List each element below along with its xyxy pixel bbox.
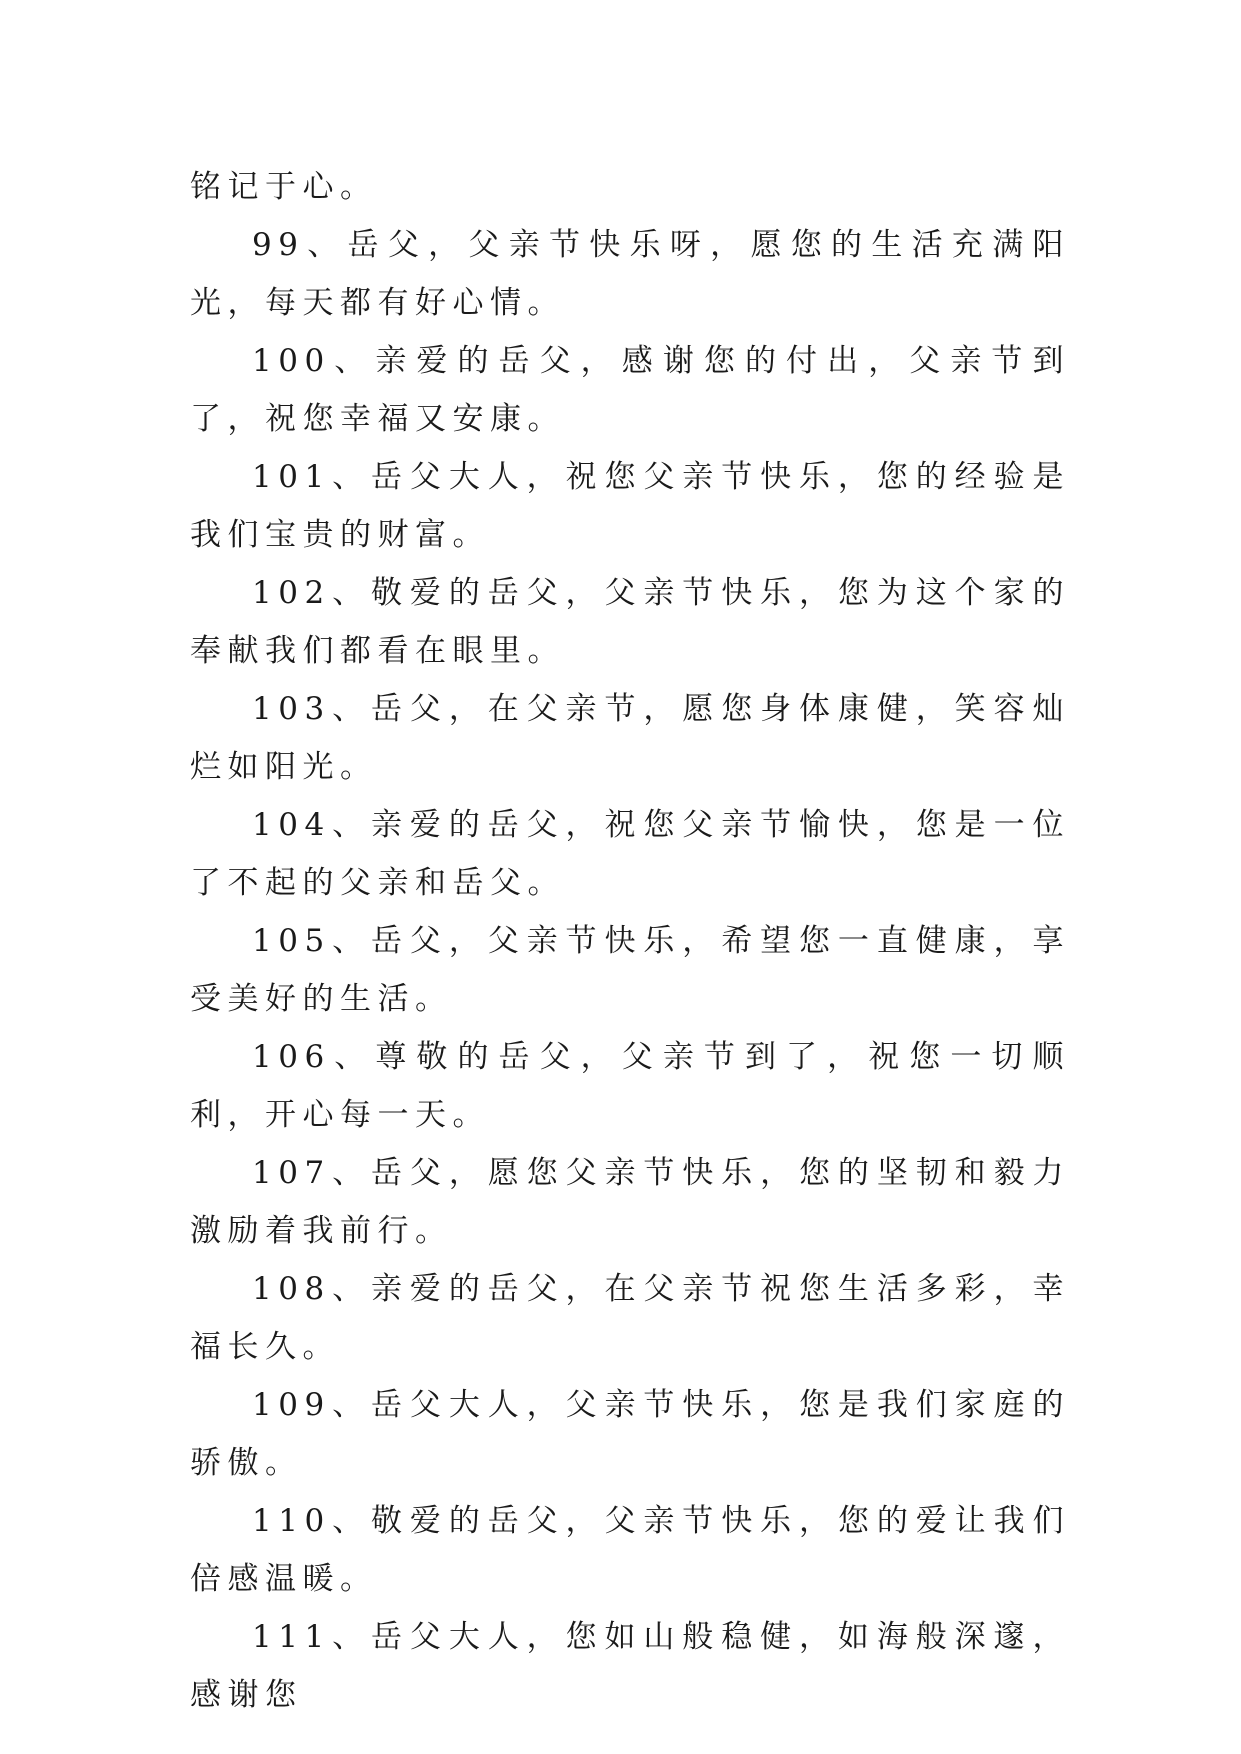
- paragraph-107: 107、岳父，愿您父亲节快乐，您的坚韧和毅力激励着我前行。: [190, 1155, 1070, 1249]
- paragraph-105: 105、岳父，父亲节快乐，希望您一直健康，享受美好的生活。: [190, 923, 1070, 1017]
- paragraph-106: 106、尊敬的岳父，父亲节到了，祝您一切顺利，开心每一天。: [190, 1039, 1070, 1133]
- paragraph-104: 104、亲爱的岳父，祝您父亲节愉快，您是一位了不起的父亲和岳父。: [190, 807, 1070, 901]
- paragraph-100: 100、亲爱的岳父，感谢您的付出，父亲节到了，祝您幸福又安康。: [190, 343, 1070, 437]
- paragraph-101: 101、岳父大人，祝您父亲节快乐，您的经验是我们宝贵的财富。: [190, 459, 1070, 553]
- paragraph-110: 110、敬爱的岳父，父亲节快乐，您的爱让我们倍感温暖。: [190, 1503, 1070, 1597]
- paragraph-108: 108、亲爱的岳父，在父亲节祝您生活多彩，幸福长久。: [190, 1271, 1070, 1365]
- paragraph-109: 109、岳父大人，父亲节快乐，您是我们家庭的骄傲。: [190, 1387, 1070, 1481]
- paragraph-continuation: 铭记于心。: [190, 169, 378, 205]
- paragraph-111: 111、岳父大人，您如山般稳健，如海般深邃，感谢您: [190, 1619, 1070, 1713]
- paragraph-102: 102、敬爱的岳父，父亲节快乐，您为这个家的奉献我们都看在眼里。: [190, 575, 1070, 669]
- paragraph-103: 103、岳父，在父亲节，愿您身体康健，笑容灿烂如阳光。: [190, 691, 1070, 785]
- document-body: [190, 158, 1070, 1724]
- paragraph-99: 99、岳父，父亲节快乐呀，愿您的生活充满阳光，每天都有好心情。: [190, 227, 1070, 321]
